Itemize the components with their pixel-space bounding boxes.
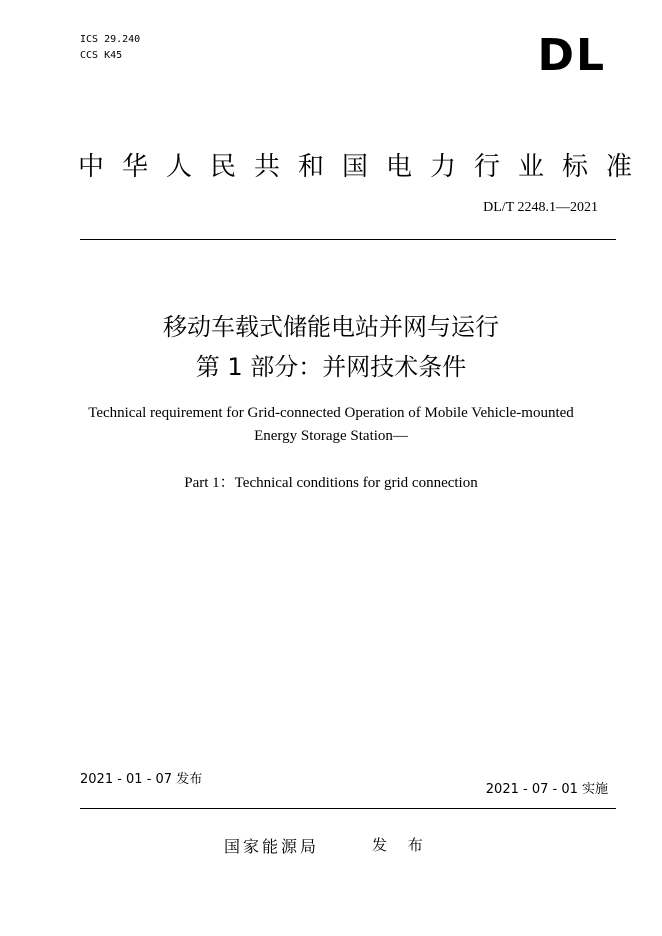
title-en-part: Part 1：Technical conditions for grid connection	[184, 475, 478, 491]
publish-label: 发 布	[372, 836, 431, 854]
ccs-code: CCS K45	[80, 50, 123, 61]
standard-category-title: 中华人民共和国电力行业标准	[78, 152, 651, 182]
publisher-name: 国家能源局	[224, 837, 320, 856]
dl-logo: DL	[537, 30, 606, 81]
bottom-divider	[80, 808, 616, 809]
classification-codes	[80, 32, 140, 64]
title-cn-line1: 移动车载式储能电站并网与运行	[163, 313, 499, 341]
standard-number: DL/T 2248.1—2021	[483, 200, 598, 215]
title-en-line2: Energy Storage Station—	[254, 428, 408, 444]
title-cn-line2: 第 1 部分：并网技术条件	[195, 353, 467, 381]
implementation-date: 2021 - 07 - 01 实施	[485, 782, 608, 797]
top-divider	[80, 239, 616, 240]
ics-code: ICS 29.240	[80, 34, 141, 45]
issue-date: 2021 - 01 - 07 发布	[80, 772, 203, 787]
title-en-line1: Technical requirement for Grid-connected Operation of Mobile Vehicle-mounted	[88, 405, 574, 421]
